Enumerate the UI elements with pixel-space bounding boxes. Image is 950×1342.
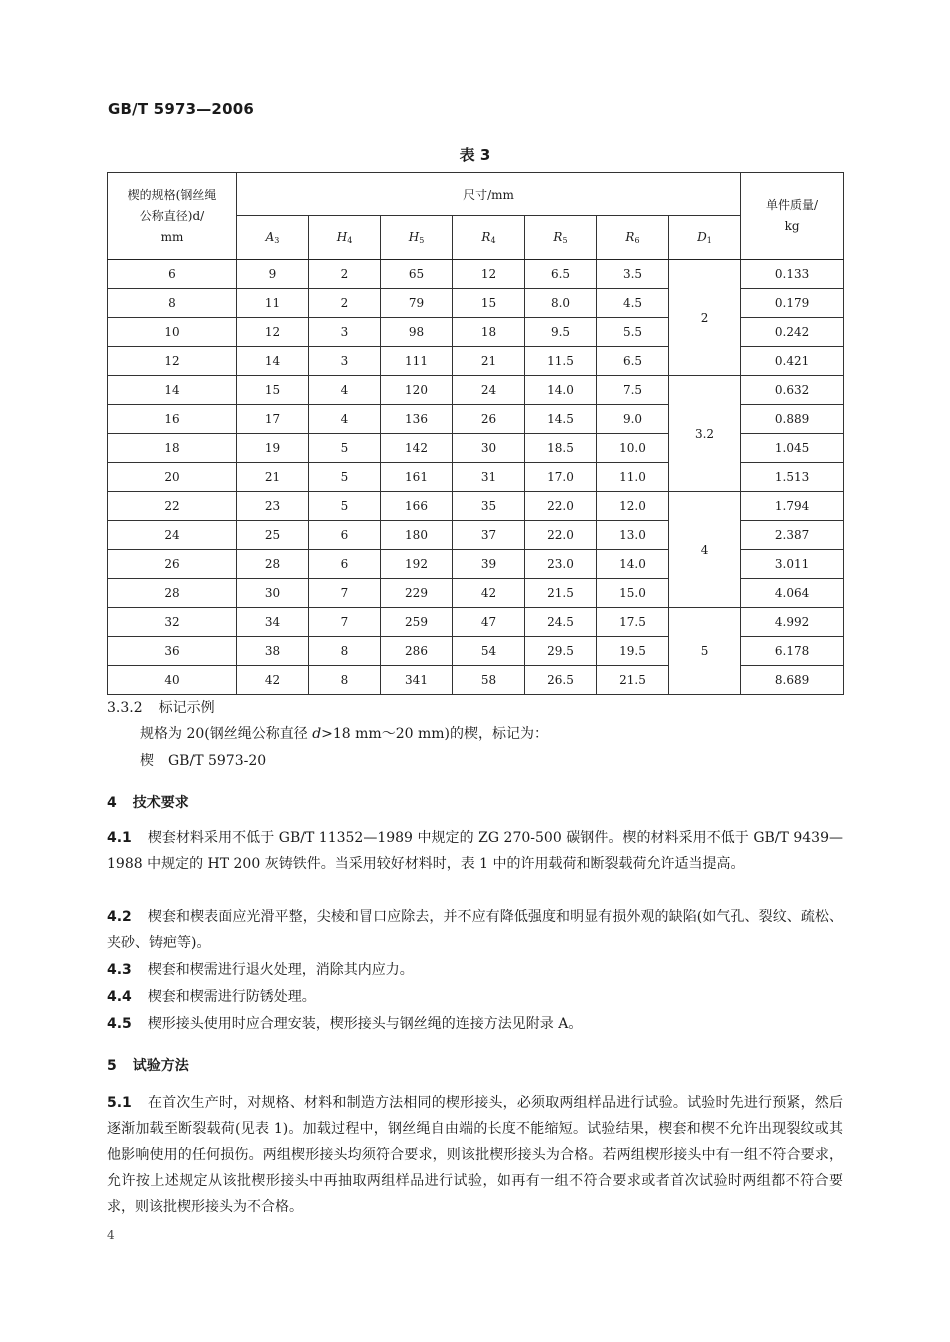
table-cell: 79 [381,289,453,318]
table-cell: 32 [108,608,237,637]
unit-mass-cell: 4.992 [741,608,844,637]
table-cell: 17.0 [525,463,597,492]
table-cell: 30 [453,434,525,463]
clause-5-1: 5.1 在首次生产时，对规格、材料和制造方法相同的楔形接头，必须取两组样品进行试验。试验时先进行预紧，然后逐渐加载至断裂载荷(见表 1)。加载过程中，钢丝绳自由端的长度不能缩短。试验结果，楔套和楔不允许出现裂纹或其他影响使用的任何损伤。两组楔形接头均须符合要求，则该批楔形接头为合格。若两组楔形接头中有一组不符合要求，允许按上述规定从该批楔形接头中再抽取两组样品进行试验，如再有一组不符合要求或者首次试验时两组都不符合要求，则该批楔形接头为不合格。 [107,1095,843,1215]
table-cell: 17 [237,405,309,434]
d1-group-cell: 3.2 [669,376,741,492]
table-cell: 28 [237,550,309,579]
table-cell: 98 [381,318,453,347]
table-cell: 14 [237,347,309,376]
table-cell: 180 [381,521,453,550]
d1-group-cell: 4 [669,492,741,608]
table-cell: 12 [237,318,309,347]
table-cell: 31 [453,463,525,492]
table-cell: 14.0 [525,376,597,405]
table-cell: 11 [237,289,309,318]
table-cell: 24 [108,521,237,550]
table-cell: 26 [108,550,237,579]
table-row [108,376,844,405]
unit-mass-cell: 0.632 [741,376,844,405]
table-cell: 29.5 [525,637,597,666]
d1-group-cell: 2 [669,260,741,376]
unit-mass-cell: 0.133 [741,260,844,289]
spec-size-header [108,173,237,260]
unit-mass-cell: 1.794 [741,492,844,521]
table-cell: 192 [381,550,453,579]
table-cell: 18 [108,434,237,463]
table-cell: 6.5 [525,260,597,289]
marking-example-line-1: 规格为 20(钢丝绳公称直径 d>18 mm～20 mm)的楔，标记为： [140,726,548,742]
table-cell: 30 [237,579,309,608]
section-number: 4 [107,795,117,811]
section-5-heading [107,1055,189,1075]
table-cell: 14 [108,376,237,405]
column-header: $H_5$ [381,216,453,260]
table-cell: 166 [381,492,453,521]
table-cell: 11.0 [597,463,669,492]
column-header: $R_6$ [597,216,669,260]
clause-4-3: 4.3 楔套和楔需进行退火处理，消除其内应力。 [107,962,414,978]
table-cell: 5 [309,463,381,492]
specification-table [107,172,844,695]
table-cell: 20 [108,463,237,492]
table-cell: 8 [309,666,381,695]
table-cell: 136 [381,405,453,434]
unit-mass-header-line: 单件质量/ [766,198,819,212]
spec-size-header-line: 楔的规格(钢丝绳 [127,187,217,202]
table-cell: 259 [381,608,453,637]
table-cell: 22.0 [525,492,597,521]
clause-4-2: 4.2 楔套和楔表面应光滑平整，尖棱和冒口应除去，并不应有降低强度和明显有损外观的缺陷(如气孔、裂纹、疏松、夹砂、铸疤等)。 [107,909,843,951]
table-cell: 3.5 [597,260,669,289]
section-3-3-2-heading [107,697,215,717]
table-row [108,260,844,289]
table-cell: 3 [309,318,381,347]
table-cell: 120 [381,376,453,405]
clause-4-1: 4.1 楔套材料采用不低于 GB/T 11352—1989 中规定的 ZG 270-500 碳钢件。楔的材料采用不低于 GB/T 9439—1988 中规定的 HT 200 灰铸铁件。当采用较好材料时，表 1 中的许用载荷和断裂载荷允许适当提高。 [107,830,843,872]
unit-mass-cell: 2.387 [741,521,844,550]
marking-example-line-2: 楔 GB/T 5973-20 [140,753,267,769]
unit-mass-cell: 0.889 [741,405,844,434]
table-cell: 19.5 [597,637,669,666]
table-cell: 6.5 [597,347,669,376]
table-body [108,260,844,695]
unit-mass-cell: 1.045 [741,434,844,463]
table-cell: 54 [453,637,525,666]
table-cell: 10.0 [597,434,669,463]
table-cell: 65 [381,260,453,289]
table-cell: 6 [108,260,237,289]
table-cell: 9.5 [525,318,597,347]
table-cell: 11.5 [525,347,597,376]
table-cell: 21.5 [597,666,669,695]
table-cell: 8 [108,289,237,318]
table-cell: 7.5 [597,376,669,405]
table-cell: 23 [237,492,309,521]
table-cell: 7 [309,579,381,608]
unit-mass-cell: 3.011 [741,550,844,579]
table-cell: 19 [237,434,309,463]
unit-mass-header [741,173,844,260]
unit-mass-cell: 6.178 [741,637,844,666]
column-header: $A_3$ [237,216,309,260]
table-cell: 341 [381,666,453,695]
table-cell: 13.0 [597,521,669,550]
table-cell: 24 [453,376,525,405]
table-cell: 42 [237,666,309,695]
table-cell: 21.5 [525,579,597,608]
table-cell: 40 [108,666,237,695]
table-cell: 26.5 [525,666,597,695]
section-number: 5 [107,1058,117,1074]
table-cell: 5 [309,492,381,521]
table-cell: 229 [381,579,453,608]
table-cell: 36 [108,637,237,666]
table-cell: 21 [453,347,525,376]
section-title: 标记示例 [158,700,215,716]
table-cell: 58 [453,666,525,695]
table-cell: 111 [381,347,453,376]
clause-4-5: 4.5 楔形接头使用时应合理安装，楔形接头与钢丝绳的连接方法见附录 A。 [107,1016,583,1032]
spec-size-header-line: mm [160,229,184,244]
section-title: 技术要求 [132,795,189,811]
table-cell: 34 [237,608,309,637]
table-cell: 9 [237,260,309,289]
table-cell: 39 [453,550,525,579]
standard-code: GB/T 5973—2006 [108,100,254,118]
table-cell: 5 [309,434,381,463]
table-cell: 26 [453,405,525,434]
table-cell: 4 [309,376,381,405]
table-cell: 47 [453,608,525,637]
table-cell: 21 [237,463,309,492]
table-cell: 4.5 [597,289,669,318]
table-cell: 28 [108,579,237,608]
table-cell: 14.5 [525,405,597,434]
table-cell: 8.0 [525,289,597,318]
d1-group-cell: 5 [669,608,741,695]
table-row [108,608,844,637]
unit-mass-cell: 0.421 [741,347,844,376]
unit-mass-cell: 0.179 [741,289,844,318]
unit-mass-cell: 4.064 [741,579,844,608]
table-cell: 161 [381,463,453,492]
table-cell: 142 [381,434,453,463]
table-cell: 22.0 [525,521,597,550]
section-title: 试验方法 [132,1058,189,1074]
unit-mass-cell: 8.689 [741,666,844,695]
table-cell: 2 [309,260,381,289]
table-cell: 286 [381,637,453,666]
table-cell: 6 [309,521,381,550]
table-cell: 15.0 [597,579,669,608]
table-row [108,492,844,521]
table-cell: 23.0 [525,550,597,579]
table-cell: 42 [453,579,525,608]
table-cell: 18.5 [525,434,597,463]
spec-size-header-line: 公称直径)d/ [139,208,205,223]
page-number: 4 [107,1228,115,1242]
clause-4-4: 4.4 楔套和楔需进行防锈处理。 [107,989,316,1005]
table-cell: 5.5 [597,318,669,347]
section-4-heading [107,792,189,812]
table-cell: 22 [108,492,237,521]
table-cell: 4 [309,405,381,434]
column-header: $H_4$ [309,216,381,260]
column-header: $R_4$ [453,216,525,260]
table-cell: 9.0 [597,405,669,434]
table-cell: 38 [237,637,309,666]
unit-mass-cell: 1.513 [741,463,844,492]
table-cell: 12 [453,260,525,289]
unit-mass-header-line: kg [784,219,800,233]
column-header: $D_1$ [669,216,741,260]
table-cell: 18 [453,318,525,347]
table-cell: 8 [309,637,381,666]
table-cell: 6 [309,550,381,579]
table-cell: 15 [237,376,309,405]
table-cell: 15 [453,289,525,318]
table-cell: 35 [453,492,525,521]
table-cell: 2 [309,289,381,318]
table-cell: 12.0 [597,492,669,521]
table-cell: 37 [453,521,525,550]
table-cell: 24.5 [525,608,597,637]
table-cell: 10 [108,318,237,347]
table-title: 表 3 [459,146,491,164]
table-cell: 7 [309,608,381,637]
table-cell: 3 [309,347,381,376]
table-cell: 14.0 [597,550,669,579]
table-cell: 12 [108,347,237,376]
table-cell: 17.5 [597,608,669,637]
column-header: $R_5$ [525,216,597,260]
section-number: 3.3.2 [107,700,143,716]
table-cell: 25 [237,521,309,550]
unit-mass-cell: 0.242 [741,318,844,347]
table-cell: 16 [108,405,237,434]
dimension-group-header: 尺寸/mm [237,173,741,216]
